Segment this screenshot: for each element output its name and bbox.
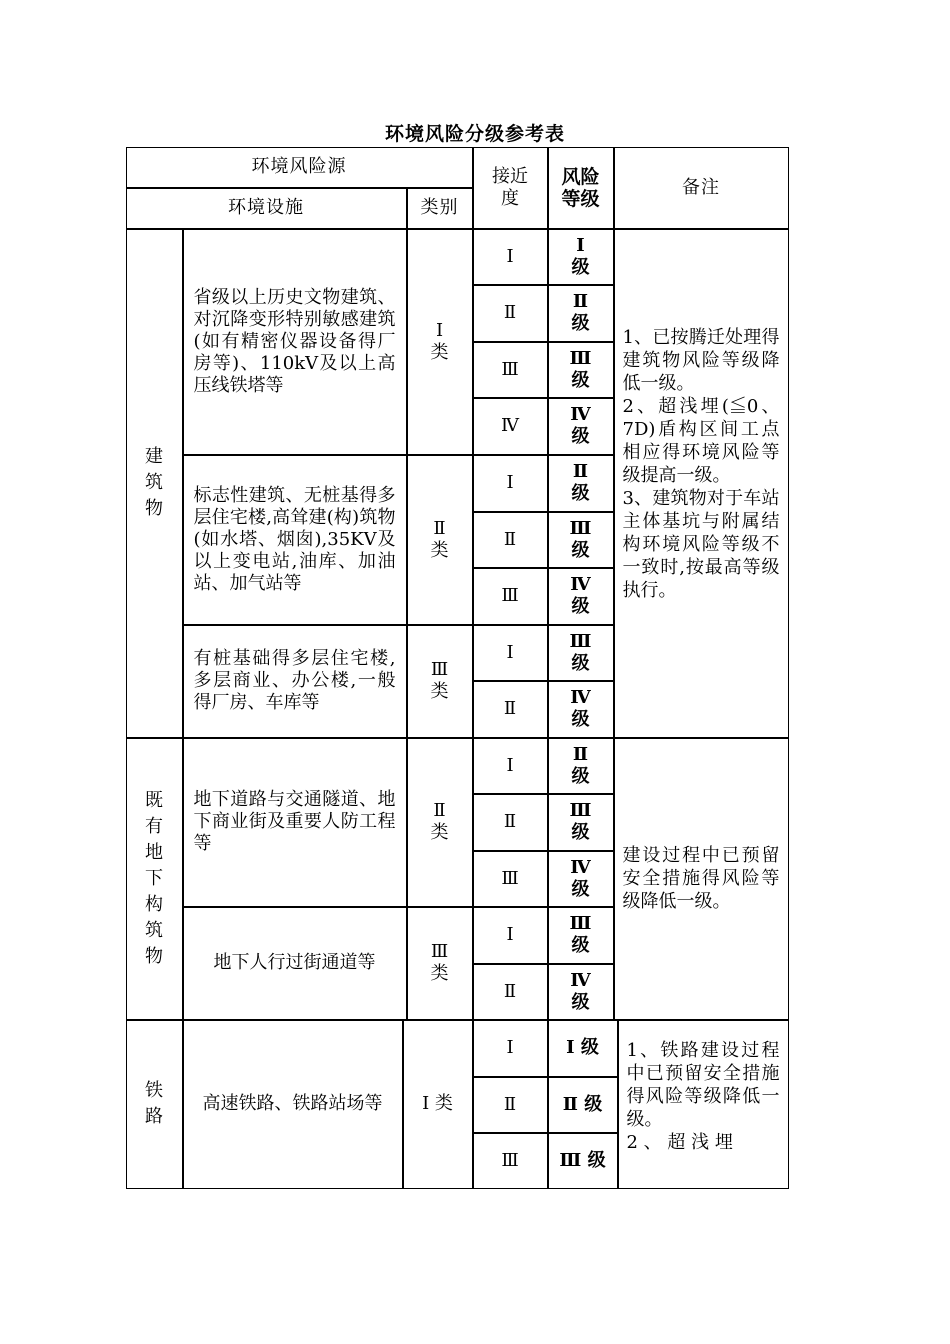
facility-cell xyxy=(183,738,407,907)
risk-level-text: Ⅳ级 xyxy=(570,404,591,447)
proximity-cell: Ⅲ xyxy=(473,1133,548,1189)
risk-level-cell: Ⅲ 级 xyxy=(548,1133,618,1189)
group-name-text: 建筑物 xyxy=(145,446,163,519)
proximity-cell: Ⅱ xyxy=(473,1077,548,1133)
group-name-railway xyxy=(126,1020,183,1189)
risk-level-cell xyxy=(548,625,614,681)
facility-cell xyxy=(183,1020,403,1189)
risk-level-cell xyxy=(548,229,614,285)
category-cell xyxy=(407,229,473,455)
proximity-cell: Ⅱ xyxy=(473,794,548,851)
proximity-cell: Ⅰ xyxy=(473,738,548,794)
category-cell xyxy=(407,907,473,1020)
risk-level-text: Ⅲ级 xyxy=(569,800,592,843)
category-cell xyxy=(407,738,473,907)
proximity-cell: Ⅱ xyxy=(473,285,548,342)
proximity-cell: Ⅱ xyxy=(473,964,548,1020)
proximity-cell: Ⅲ xyxy=(473,851,548,907)
facility-text: 高速铁路、铁路站场等 xyxy=(202,1093,383,1114)
header-risk-level xyxy=(548,147,614,229)
remarks-text: 1、已按腾迁处理得建筑物风险等级降低一级。 2、超浅埋(≦0、7D)盾构区间工点相应得环境风险等级提高一级。 3、建筑物对于车站主体基坑与附属结构环境风险等级不一致时,按最高等级执行。 xyxy=(622,326,780,601)
risk-level-cell xyxy=(548,455,614,512)
facility-text: 省级以上历史文物建筑、对沉降变形特别敏感建筑(如有精密仪器设备得厂房等)、110kV及以上高压线铁塔等 xyxy=(193,286,396,396)
facility-cell xyxy=(183,455,407,625)
risk-level-text: Ⅳ级 xyxy=(570,969,591,1013)
header-proximity-text: 接近度 xyxy=(492,165,528,209)
risk-level-cell xyxy=(548,907,614,964)
risk-level-text: Ⅳ级 xyxy=(570,687,591,730)
group-name-underground xyxy=(126,738,183,1020)
risk-level-cell xyxy=(548,342,614,398)
page-title: 环境风险分级参考表 xyxy=(384,123,565,145)
category-text: Ⅱ类 xyxy=(430,517,449,561)
remarks-text: 建设过程中已预留安全措施得风险等级降低一级。 xyxy=(622,845,780,912)
facility-cell xyxy=(183,229,407,455)
remarks-text: 1、铁路建设过程中已预留安全措施得风险等级降低一级。 2 、 超 浅 埋 xyxy=(626,1039,780,1153)
risk-level-cell xyxy=(548,964,614,1020)
category-text: Ⅱ类 xyxy=(430,800,449,843)
header-risk-level-text: 风险等级 xyxy=(561,165,600,210)
risk-level-cell xyxy=(548,681,614,738)
category-text: Ⅰ 类 xyxy=(422,1093,453,1114)
risk-level-text: Ⅲ级 xyxy=(569,517,592,561)
risk-level-text: Ⅱ级 xyxy=(571,743,590,787)
proximity-cell: Ⅱ xyxy=(473,512,548,568)
proximity-cell: Ⅰ xyxy=(473,455,548,512)
risk-level-text: Ⅱ级 xyxy=(571,291,590,334)
proximity-cell: Ⅱ xyxy=(473,681,548,738)
group-name-text: 既有地下构筑物 xyxy=(145,789,163,967)
remarks-cell xyxy=(614,229,789,738)
category-cell xyxy=(407,455,473,625)
header-facility: 环境设施 xyxy=(126,188,407,229)
category-cell xyxy=(403,1020,473,1189)
facility-text: 有桩基础得多层住宅楼,多层商业、办公楼,一般得厂房、车库等 xyxy=(193,648,396,713)
facility-text: 标志性建筑、无桩基得多层住宅楼,高耸建(构)筑物(如水塔、烟囱),35KV及以上变电站,油库、加油站、加气站等 xyxy=(193,484,396,594)
facility-cell xyxy=(183,907,407,1020)
group-name-buildings xyxy=(126,229,183,738)
risk-level-text: Ⅲ级 xyxy=(569,630,592,674)
risk-level-cell xyxy=(548,285,614,342)
facility-text: 地下道路与交通隧道、地下商业街及重要人防工程等 xyxy=(193,789,396,854)
risk-level-cell xyxy=(548,738,614,794)
risk-level-text: Ⅲ级 xyxy=(569,347,592,391)
category-text: Ⅰ类 xyxy=(430,319,449,363)
proximity-cell: Ⅰ xyxy=(473,907,548,964)
risk-table xyxy=(126,147,789,1189)
group-name-text: 铁路 xyxy=(145,1080,163,1127)
category-text: Ⅲ类 xyxy=(430,659,449,702)
proximity-cell: Ⅰ xyxy=(473,1020,548,1077)
category-text: Ⅲ类 xyxy=(430,941,449,984)
facility-cell xyxy=(183,625,407,738)
header-category: 类别 xyxy=(407,188,473,229)
risk-level-text: Ⅲ级 xyxy=(569,913,592,956)
risk-level-text: Ⅰ级 xyxy=(571,234,590,278)
risk-level-cell: Ⅰ 级 xyxy=(548,1020,618,1077)
remarks-cell xyxy=(618,1020,789,1189)
risk-level-text: Ⅱ级 xyxy=(571,461,590,504)
risk-level-cell xyxy=(548,568,614,625)
remarks-cell xyxy=(614,738,789,1020)
category-cell xyxy=(407,625,473,738)
header-proximity xyxy=(473,147,548,229)
proximity-cell: Ⅲ xyxy=(473,342,548,398)
header-remarks: 备注 xyxy=(614,147,789,229)
header-source: 环境风险源 xyxy=(126,147,473,188)
risk-level-cell xyxy=(548,512,614,568)
risk-level-cell xyxy=(548,851,614,907)
risk-level-cell xyxy=(548,398,614,455)
proximity-cell: Ⅳ xyxy=(473,398,548,455)
proximity-cell: Ⅰ xyxy=(473,625,548,681)
risk-level-cell xyxy=(548,794,614,851)
proximity-cell: Ⅰ xyxy=(473,229,548,285)
risk-level-text: Ⅳ级 xyxy=(570,856,591,900)
facility-text: 地下人行过街通道等 xyxy=(213,952,376,973)
risk-level-cell: Ⅱ 级 xyxy=(548,1077,618,1133)
risk-level-text: Ⅳ级 xyxy=(570,574,591,617)
proximity-cell: Ⅲ xyxy=(473,568,548,625)
